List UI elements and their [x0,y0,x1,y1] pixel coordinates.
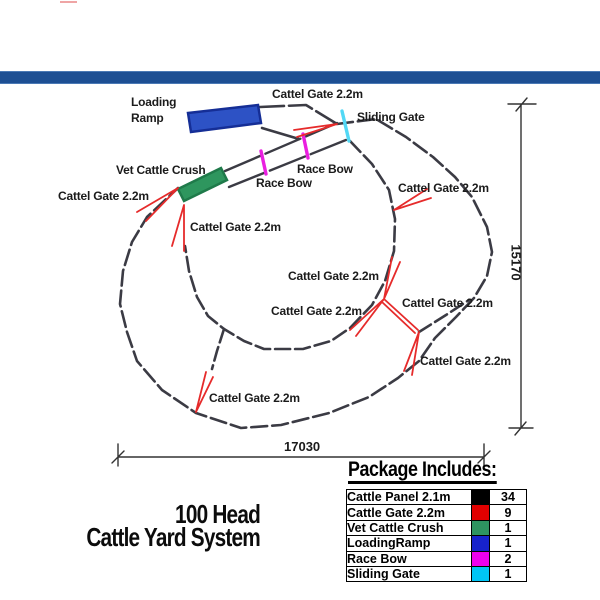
item-name-cell: Cattle Gate 2.2m [347,505,472,520]
table-row [347,490,527,505]
sliding-gate-mark [342,111,349,141]
label-gate-right-lower: Cattel Gate 2.2m [420,354,511,368]
product-title-line1: 100 Head [175,499,260,529]
product-title-line2: Cattle Yard System [86,522,260,552]
label-race-bow-upper: Race Bow [297,162,353,176]
package-includes-table [346,489,527,582]
table-row [347,551,527,566]
color-swatch [472,566,490,581]
label-gate-left: Cattel Gate 2.2m [58,189,149,203]
color-swatch [472,505,490,520]
item-qty-cell: 34 [490,490,527,505]
table-row [347,505,527,520]
item-qty-cell: 1 [490,536,527,551]
item-name-cell: LoadingRamp [347,536,472,551]
dimension-width-value: 17030 [284,439,321,454]
dimension-height-value: 15170 [508,244,524,281]
forcing-funnel-top-line [260,105,337,124]
item-qty-cell: 1 [490,520,527,535]
divider-arm-bottom-left [212,329,224,369]
label-race-bow-lower: Race Bow [256,176,312,190]
product-title [81,499,260,552]
loading-ramp-shape [188,105,261,132]
item-qty-cell: 9 [490,505,527,520]
label-gate-right: Cattel Gate 2.2m [398,181,489,195]
label-gate-bottom-left: Cattel Gate 2.2m [209,391,300,405]
package-includes-heading: Package Includes: [348,459,497,484]
label-loading-ramp [131,94,176,126]
label-gate-below-crush: Cattel Gate 2.2m [190,220,281,234]
label-loading-ramp-line1: Loading [131,95,177,109]
color-swatch [472,490,490,505]
label-gate-center: Cattel Gate 2.2m [288,269,379,283]
item-qty-cell: 2 [490,551,527,566]
color-swatch [472,551,490,566]
color-swatch [472,520,490,535]
label-loading-ramp-line2: Ramp [131,111,164,125]
label-vet-cattle-crush: Vet Cattle Crush [116,163,206,177]
table-row [347,520,527,535]
item-name-cell: Vet Cattle Crush [347,520,472,535]
race-bow-mark-2 [303,134,308,158]
item-qty-cell: 1 [490,566,527,581]
label-gate-right-mid: Cattel Gate 2.2m [402,296,493,310]
color-swatch [472,536,490,551]
label-gate-center-lower: Cattel Gate 2.2m [271,304,362,318]
table-row [347,566,527,581]
item-name-cell: Sliding Gate [347,566,472,581]
label-sliding-gate: Sliding Gate [357,110,425,124]
item-name-cell: Race Bow [347,551,472,566]
table-row [347,536,527,551]
label-gate-top: Cattel Gate 2.2m [272,87,363,101]
item-name-cell: Cattle Panel 2.1m [347,490,472,505]
